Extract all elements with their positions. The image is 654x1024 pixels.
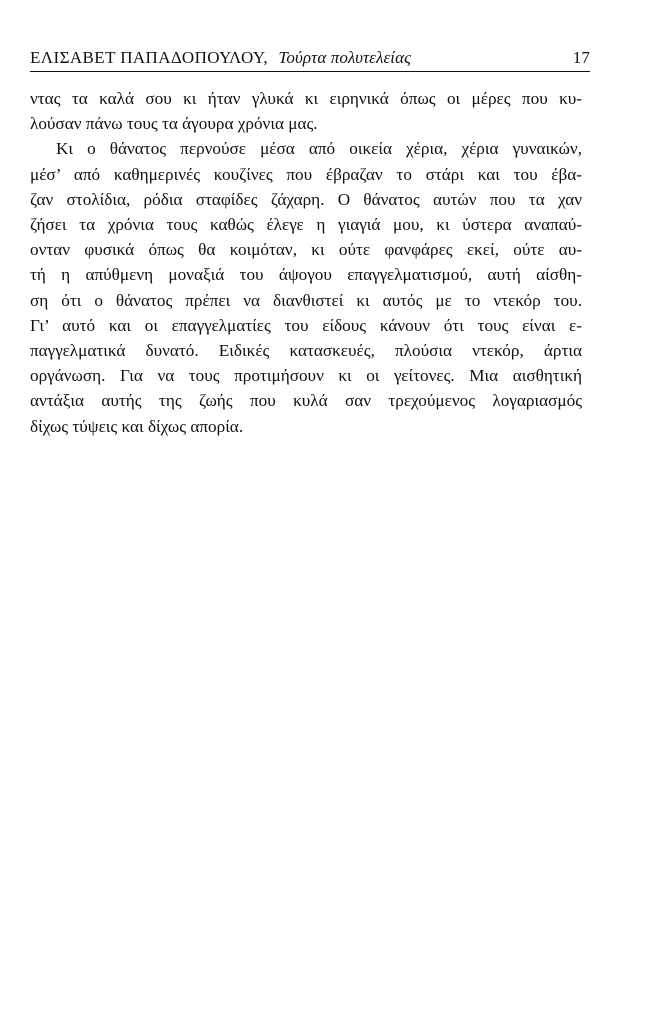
book-page — [30, 48, 590, 439]
text-line: οργάνωση. Για να τους προτιμήσουν κι οι γείτονες. Μια αισθητική — [30, 366, 582, 386]
page-number: 17 — [572, 48, 590, 67]
text-line: λούσαν πάνω τους τα άγουρα χρόνια μας. — [30, 114, 318, 134]
text-line: παγγελματικά δυνατό. Ειδικές κατασκευές, πλούσια ντεκόρ, άρτια — [30, 341, 582, 361]
running-header — [30, 48, 590, 72]
text-line: ντας τα καλά σου κι ήταν γλυκά κι ειρηνικά όπως οι μέρες που κυ- — [30, 89, 582, 108]
paragraph-2 — [30, 136, 582, 438]
paragraph-1 — [30, 86, 582, 136]
header-title: Τούρτα πολυτελείας — [278, 48, 412, 67]
text-line: ονταν φυσικά όπως θα κοιμόταν, κι ούτε φανφάρες εκεί, ούτε αυ- — [30, 240, 582, 260]
text-line: ση ότι ο θάνατος πρέπει να διανθιστεί κι αυτός με το ντεκόρ του. — [30, 290, 582, 310]
text-line: ζαν στολίδια, ρόδια σταφίδες ζάχαρη. Ο θάνατος αυτών που τα χαν — [30, 189, 582, 209]
text-line: μέσ’ από καθημερινές κουζίνες που έβραζαν το στάρι και του έβα- — [30, 164, 582, 184]
text-line: Γι’ αυτό και οι επαγγελματίες του είδους κάνουν ότι τους είναι ε- — [30, 315, 582, 335]
text-line: τή η απύθμενη μοναξιά του άψογου επαγγελματισμού, αυτή αίσθη- — [30, 265, 582, 285]
text-line: ζήσει τα χρόνια τους καθώς έλεγε η γιαγιά μου, κι ύστερα αναπαύ- — [30, 215, 582, 235]
header-author: ΕΛΙΣΑΒΕΤ ΠΑΠΑΔΟΠΟΥΛΟΥ, — [30, 48, 269, 67]
text-line: Κι ο θάνατος περνούσε μέσα από οικεία χέρια, χέρια γυναικών, — [56, 139, 582, 159]
body-text — [30, 86, 582, 439]
text-line: δίχως τύψεις και δίχως απορία. — [30, 416, 244, 436]
text-line: αντάξια αυτής της ζωής που κυλά σαν τρεχούμενος λογαριασμός — [30, 391, 582, 411]
header-left — [30, 48, 411, 68]
